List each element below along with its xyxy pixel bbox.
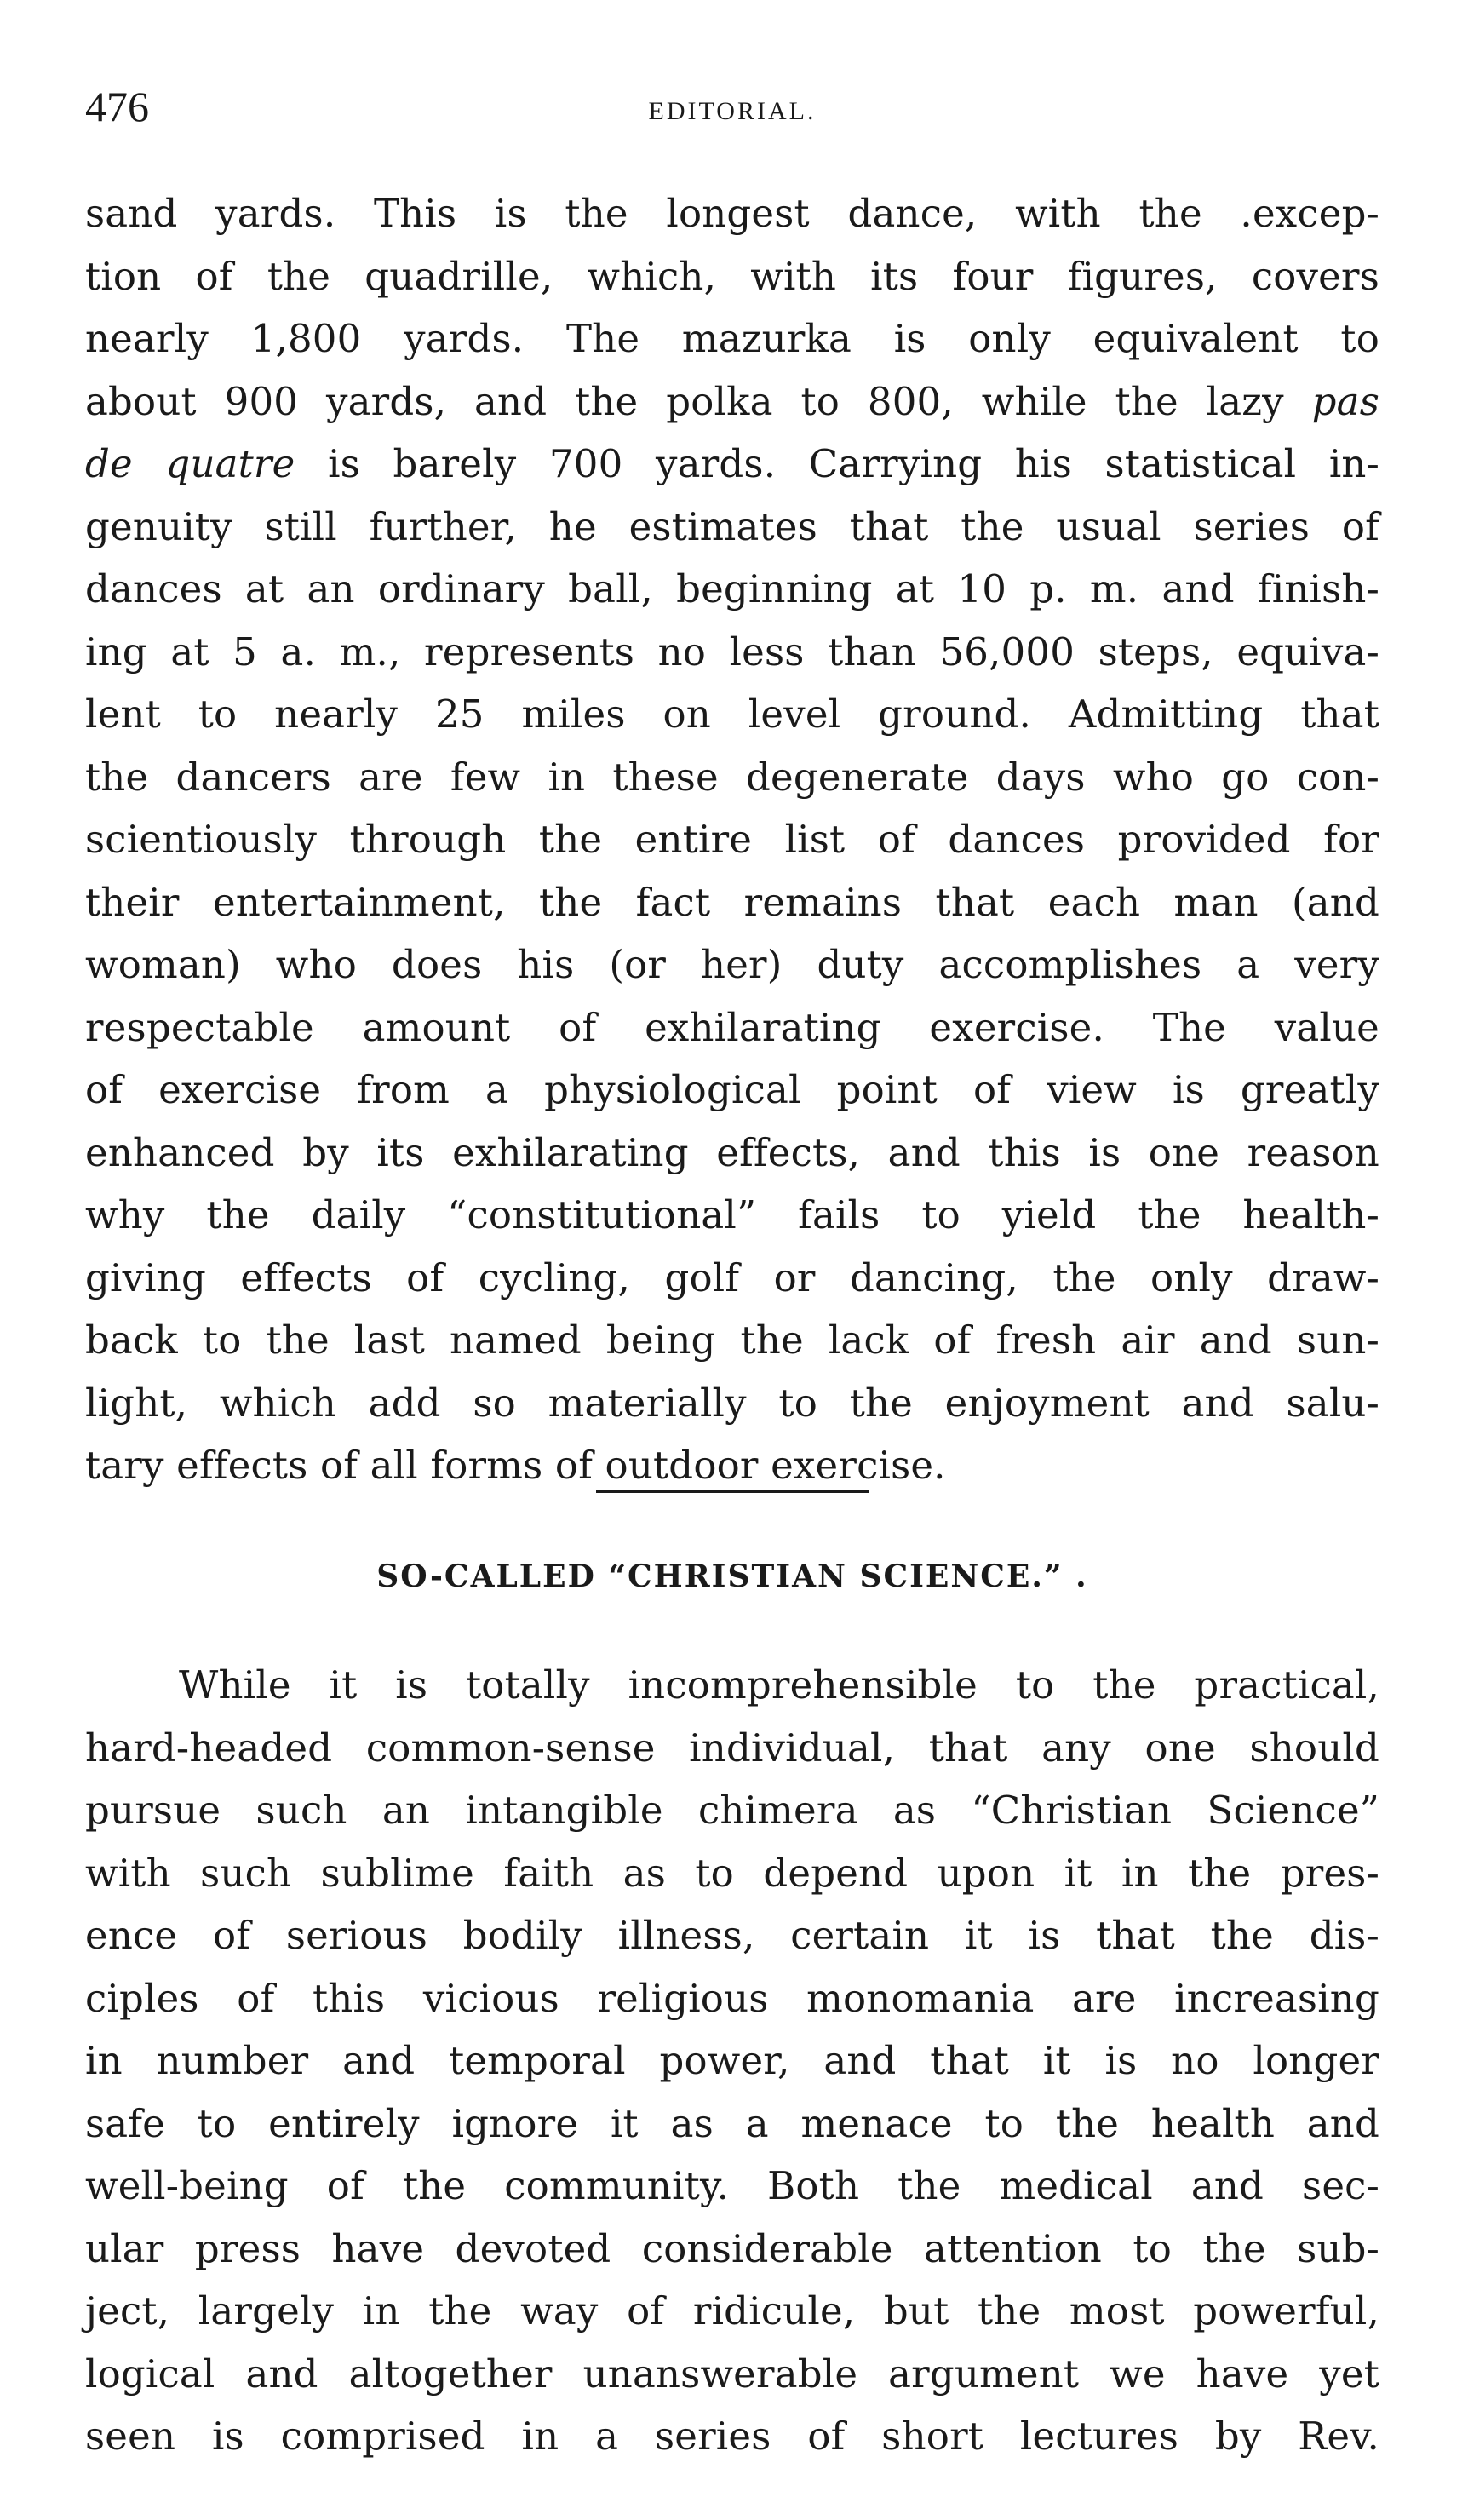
text-line: enhanced by its exhilarating effects, and this is one reason [85,1129,1379,1175]
text-segment: is barely 700 yards. Carrying his statistical in- [295,441,1379,486]
page-number: 476 [85,83,149,130]
text-line: why the daily “constitutional” fails to yield the health- [85,1192,1379,1237]
text-line: ence of serious bodily illness, certain it is that the dis- [85,1913,1379,1958]
text-line: back to the last named being the lack of fresh air and sun- [85,1317,1379,1363]
text-line: scientiously through the entire list of dances provided for [85,817,1379,862]
text-line: ing at 5 a. m., represents no less than 56,000 steps, equiva- [85,629,1379,674]
text-line: with such sublime faith as to depend upon it in the pres- [85,1850,1379,1896]
text-line: safe to entirely ignore it as a menace to the health and [85,2100,1379,2146]
text-line: woman) who does his (or her) duty accomplishes a very [85,942,1379,987]
text-line: seen is comprised in a series of short lectures by Rev. [85,2414,1379,2459]
section-heading: SO-CALLED “CHRISTIAN SCIENCE.” . [376,1558,1088,1594]
text-line: While it is totally incomprehensible to the practical, [179,1662,1379,1708]
text-line: genuity still further, he estimates that the usual series of [85,503,1379,549]
text-line: respectable amount of exhilarating exercise. The value [85,1004,1379,1050]
text-line: of exercise from a physiological point of view is greatly [85,1067,1379,1112]
italic-term: pas [1311,378,1379,424]
text-line: ject, largely in the way of ridicule, but the most powerful, [85,2288,1379,2333]
text-line: tion of the quadrille, which, with its four figures, covers [85,253,1379,299]
text-line: logical and altogether unanswerable argument we have yet [85,2351,1379,2397]
text-segment: about 900 yards, and the polka to 800, while the lazy [85,378,1284,424]
text-line: ular press have devoted considerable attention to the sub- [85,2225,1379,2271]
text-line: light, which add so materially to the enjoyment and salu- [85,1380,1379,1426]
text-line: nearly 1,800 yards. The mazurka is only equivalent to [85,316,1379,361]
text-line: well-being of the community. Both the medical and sec- [85,2163,1379,2208]
paragraph-continued [85,182,1379,1497]
text-line: lent to nearly 25 miles on level ground. Admitting that [85,692,1379,737]
text-line: in number and temporal power, and that it is no longer [85,2038,1379,2083]
paragraph [85,1654,1379,2468]
running-head: EDITORIAL. [648,97,817,125]
text-line: hard-headed common-sense individual, that any one should [85,1725,1379,1771]
text-line: ciples of this vicious religious monomania are increasing [85,1975,1379,2021]
text-line: tary effects of all forms of outdoor exercise. [85,1443,946,1488]
text-line [85,370,1379,433]
text-line: giving effects of cycling, golf or dancing, the only draw- [85,1254,1379,1300]
text-line: sand yards. This is the longest dance, with the .excep- [85,191,1379,236]
text-line: dances at an ordinary ball, beginning at 10 p. m. and finish- [85,566,1379,611]
text-line [85,433,1379,496]
text-line: their entertainment, the fact remains that each man (and [85,879,1379,925]
page-header [85,82,1379,150]
text-line: the dancers are few in these degenerate days who go con- [85,754,1379,800]
section-divider [596,1490,869,1493]
italic-term: de quatre [85,441,295,486]
text-line: pursue such an intangible chimera as “Christian Science” [85,1788,1379,1833]
